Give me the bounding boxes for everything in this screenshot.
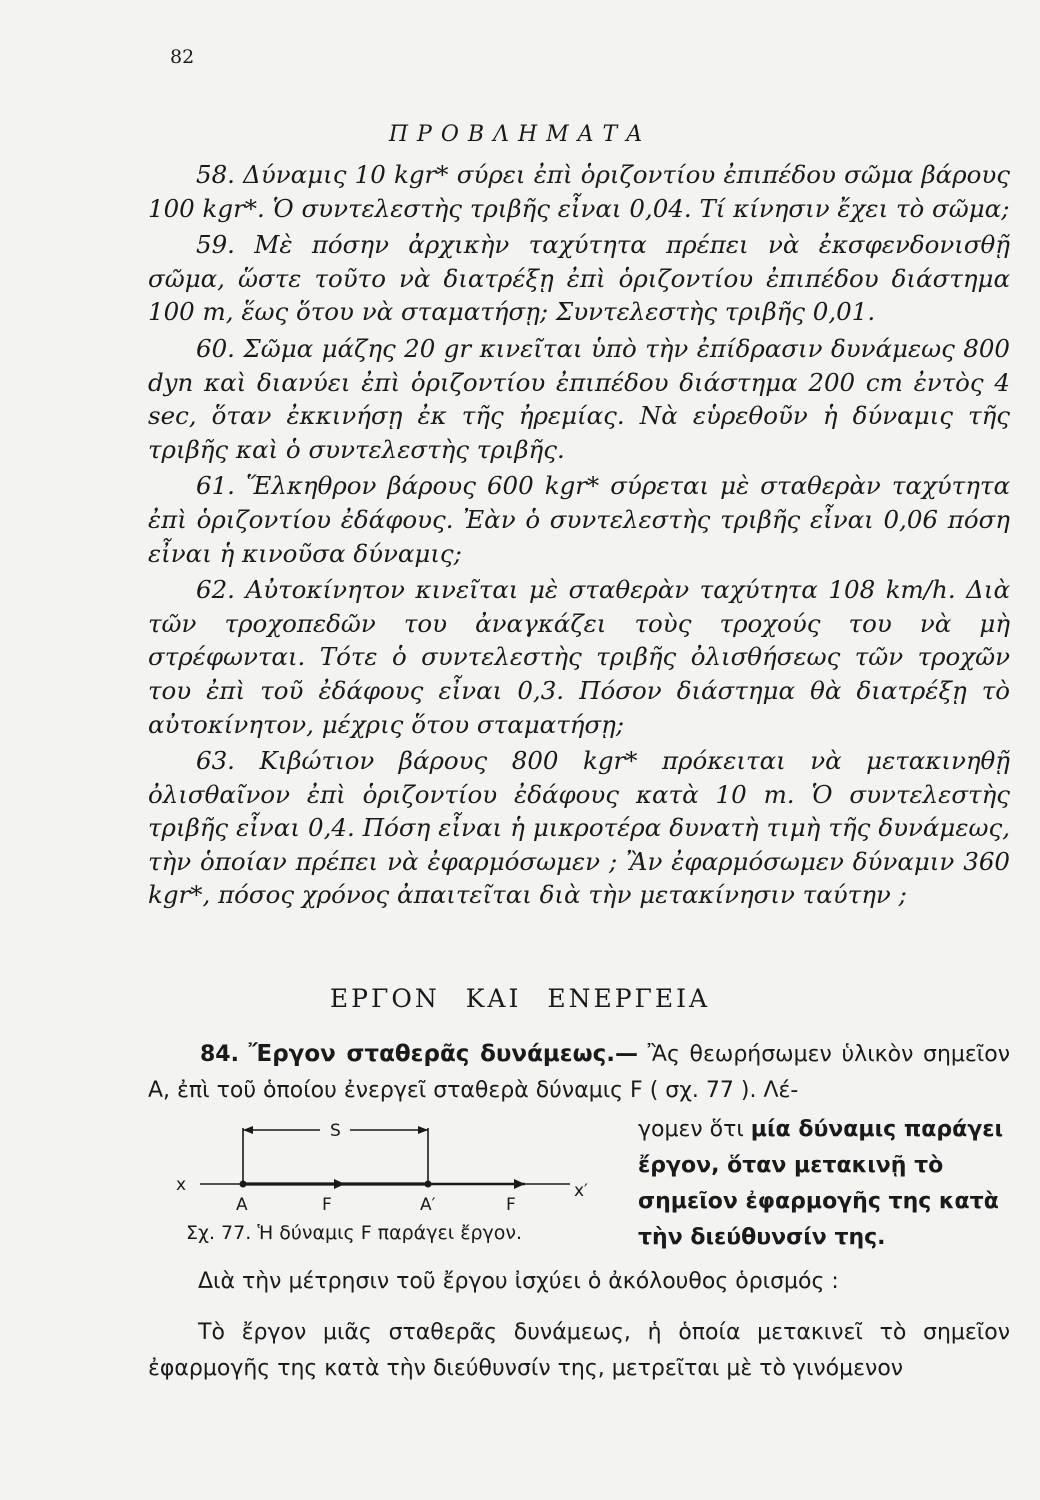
problem-61: 61. Ἕλκηθρον βάρους 600 kgr* σύρεται μὲ σταθερὰν ταχύτητα ἐπὶ ὁριζοντίου ἐδάφους. Ἐὰν ὁ συντελεστὴς τριβῆς εἶναι 0,06 πόση εἶναι ἡ κινοῦσα δύναμις; (148, 471, 1010, 568)
label-x: x (176, 1175, 187, 1195)
problems-list (148, 158, 1010, 912)
definition-intro (148, 1264, 1010, 1300)
label-x-prime: x′ (574, 1181, 588, 1201)
label-a: A (236, 1195, 248, 1215)
definition-sidebar (638, 1112, 1010, 1256)
problem-62: 62. Αὐτοκίνητον κινεῖται μὲ σταθερὰν ταχύτητα 108 km/h. Διὰ τῶν τροχοπεδῶν του ἀναγκάζει τοὺς τροχούς του νὰ μὴ στρέφωνται. Τότε ὁ συντελεστὴς τριβῆς ὀλισθήσεως τῶν τροχῶν του ἐπὶ τοῦ ἐδάφους εἶναι 0,3. Πόσον διάστημα θὰ διατρέξῃ τὸ αὐτοκίνητον, μέχρις ὅτου σταματήσῃ; (148, 575, 1010, 739)
label-s: S (330, 1121, 341, 1141)
sidebar-bold-text: μία δύναμις παράγει ἔργον, ὅταν μετακινῇ τὸ σημεῖον ἐφαρμογῆς της κατὰ τὴν διεύθυνσίν της. (638, 1117, 1004, 1250)
arrow-head-f2 (514, 1179, 525, 1189)
definition-text: Τὸ ἔργον μιᾶς σταθερᾶς δυνάμεως, ἡ ὁποία μετακινεῖ τὸ σημεῖον ἐφαρμογῆς της κατὰ τὴν διεύθυνσίν της, μετρεῖται μὲ τὸ γινόμενον (148, 1320, 1010, 1381)
arrow-head-s-left (243, 1126, 253, 1134)
section-number: 84. (200, 1042, 239, 1067)
figure-77-diagram (170, 1118, 610, 1222)
section-84-intro (148, 1036, 1010, 1109)
problem-58: 58. Δύναμις 10 kgr* σύρει ἐπὶ ὁριζοντίου ἐπιπέδου σῶμα βάρους 100 kgr*. Ὁ συντελεστὴς τριβῆς εἶναι 0,04. Τί κίνησιν ἔχει τὸ σῶμα; (148, 160, 1010, 223)
definition-paragraph (148, 1315, 1010, 1387)
problem-60: 60. Σῶμα μάζης 20 gr κινεῖται ὑπὸ τὴν ἐπίδρασιν δυνάμεως 800 dyn καὶ διανύει ἐπὶ ὁριζοντίου ἐπιπέδου διάστημα 200 cm ἐντὸς 4 sec, ὅταν ἐκκινήσῃ ἐκ τῆς ἠρεμίας. Νὰ εὑρεθοῦν ἡ δύναμις τῆς τριβῆς καὶ ὁ συντελεστὴς τριβῆς. (148, 333, 1010, 464)
figure-caption: Σχ. 77. Ἡ δύναμις F παράγει ἔργον. (186, 1222, 523, 1244)
page-number: 82 (170, 46, 195, 68)
sidebar-plain-text: γομεν ὅτι (638, 1117, 751, 1142)
chapter-title-word: ΕΝΕΡΓΕΙΑ (547, 984, 711, 1013)
problem-59: 59. Μὲ πόσην ἀρχικὴν ταχύτητα πρέπει νὰ ἐκσφενδονισθῇ σῶμα, ὥστε τοῦτο νὰ διατρέξῃ ἐπὶ ὁριζοντίου ἐπιπέδου διάστημα 100 m, ἕως ὅτου νὰ σταματήσῃ; Συντελεστὴς τριβῆς 0,01. (148, 230, 1010, 327)
label-f-2: F (506, 1195, 516, 1215)
arrow-head-f1 (334, 1179, 345, 1189)
problem-63: 63. Κιβώτιον βάρους 800 kgr* πρόκειται νὰ μετακινηθῇ ὀλισθαῖνον ἐπὶ ὁριζοντίου ἐδάφους κατὰ 10 m. Ὁ συντελεστὴς τριβῆς εἶναι 0,4. Πόση εἶναι ἡ μικροτέρα δυνατὴ τιμὴ τῆς δυνάμεως, τὴν ὁποίαν πρέπει νὰ ἐφαρμόσωμεν ; Ἂν ἐφαρμόσωμεν δύναμιν 360 kgr*, πόσος χρόνος ἀπαιτεῖται διὰ τὴν μετακίνησιν ταύτην ; (148, 746, 1010, 910)
definition-intro-text: Διὰ τὴν μέτρησιν τοῦ ἔργου ἰσχύει ὁ ἀκόλουθος ὁρισμός : (198, 1269, 839, 1294)
label-a-prime: A′ (420, 1195, 436, 1215)
arrow-head-s-right (418, 1126, 428, 1134)
point-a (240, 1181, 247, 1188)
section-heading-84: Ἔργον σταθερᾶς δυνάμεως.— (248, 1041, 638, 1067)
chapter-title-word: ΚΑΙ (465, 984, 522, 1013)
section-heading: ΠΡΟΒΛΗΜΑΤΑ (388, 122, 652, 147)
point-a-prime (425, 1181, 432, 1188)
chapter-title-word: ΕΡΓΟΝ (329, 984, 440, 1013)
label-f-1: F (322, 1195, 332, 1215)
section-intro-text: Ἂς θεωρήσωμεν ὑλικὸν σημεῖον Α, ἐπὶ τοῦ ὁποίου ἐνεργεῖ σταθερὰ δύναμις F ( σχ. 77 ). Λέ- (148, 1042, 1010, 1103)
chapter-title (0, 984, 1040, 1013)
